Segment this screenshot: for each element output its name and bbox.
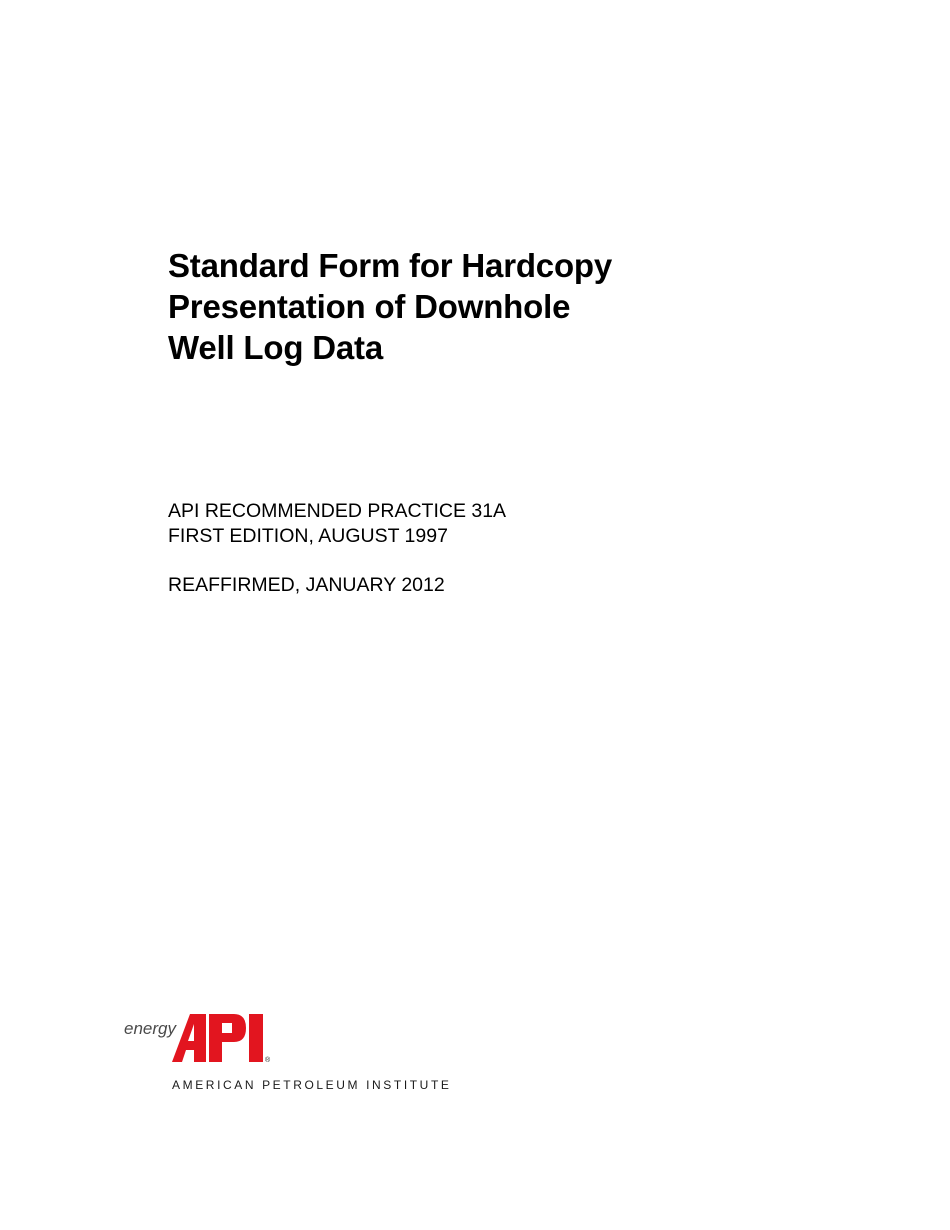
api-logo <box>122 1010 452 1100</box>
document-title <box>168 245 612 368</box>
title-line-1: Standard Form for Hardcopy <box>168 247 613 284</box>
practice-number: API RECOMMENDED PRACTICE 31A <box>168 500 507 522</box>
logo-tagline: energy <box>124 1019 176 1038</box>
document-designation <box>168 499 506 549</box>
logo-caption: AMERICAN PETROLEUM INSTITUTE <box>172 1078 452 1092</box>
api-logo-mark <box>172 1010 272 1066</box>
title-line-3: Well Log Data <box>168 329 383 366</box>
title-line-2: Presentation of Downhole <box>168 288 571 325</box>
registered-mark: ® <box>265 1057 271 1064</box>
reaffirmed-date: REAFFIRMED, JANUARY 2012 <box>168 574 445 596</box>
edition-date: FIRST EDITION, AUGUST 1997 <box>168 525 448 547</box>
